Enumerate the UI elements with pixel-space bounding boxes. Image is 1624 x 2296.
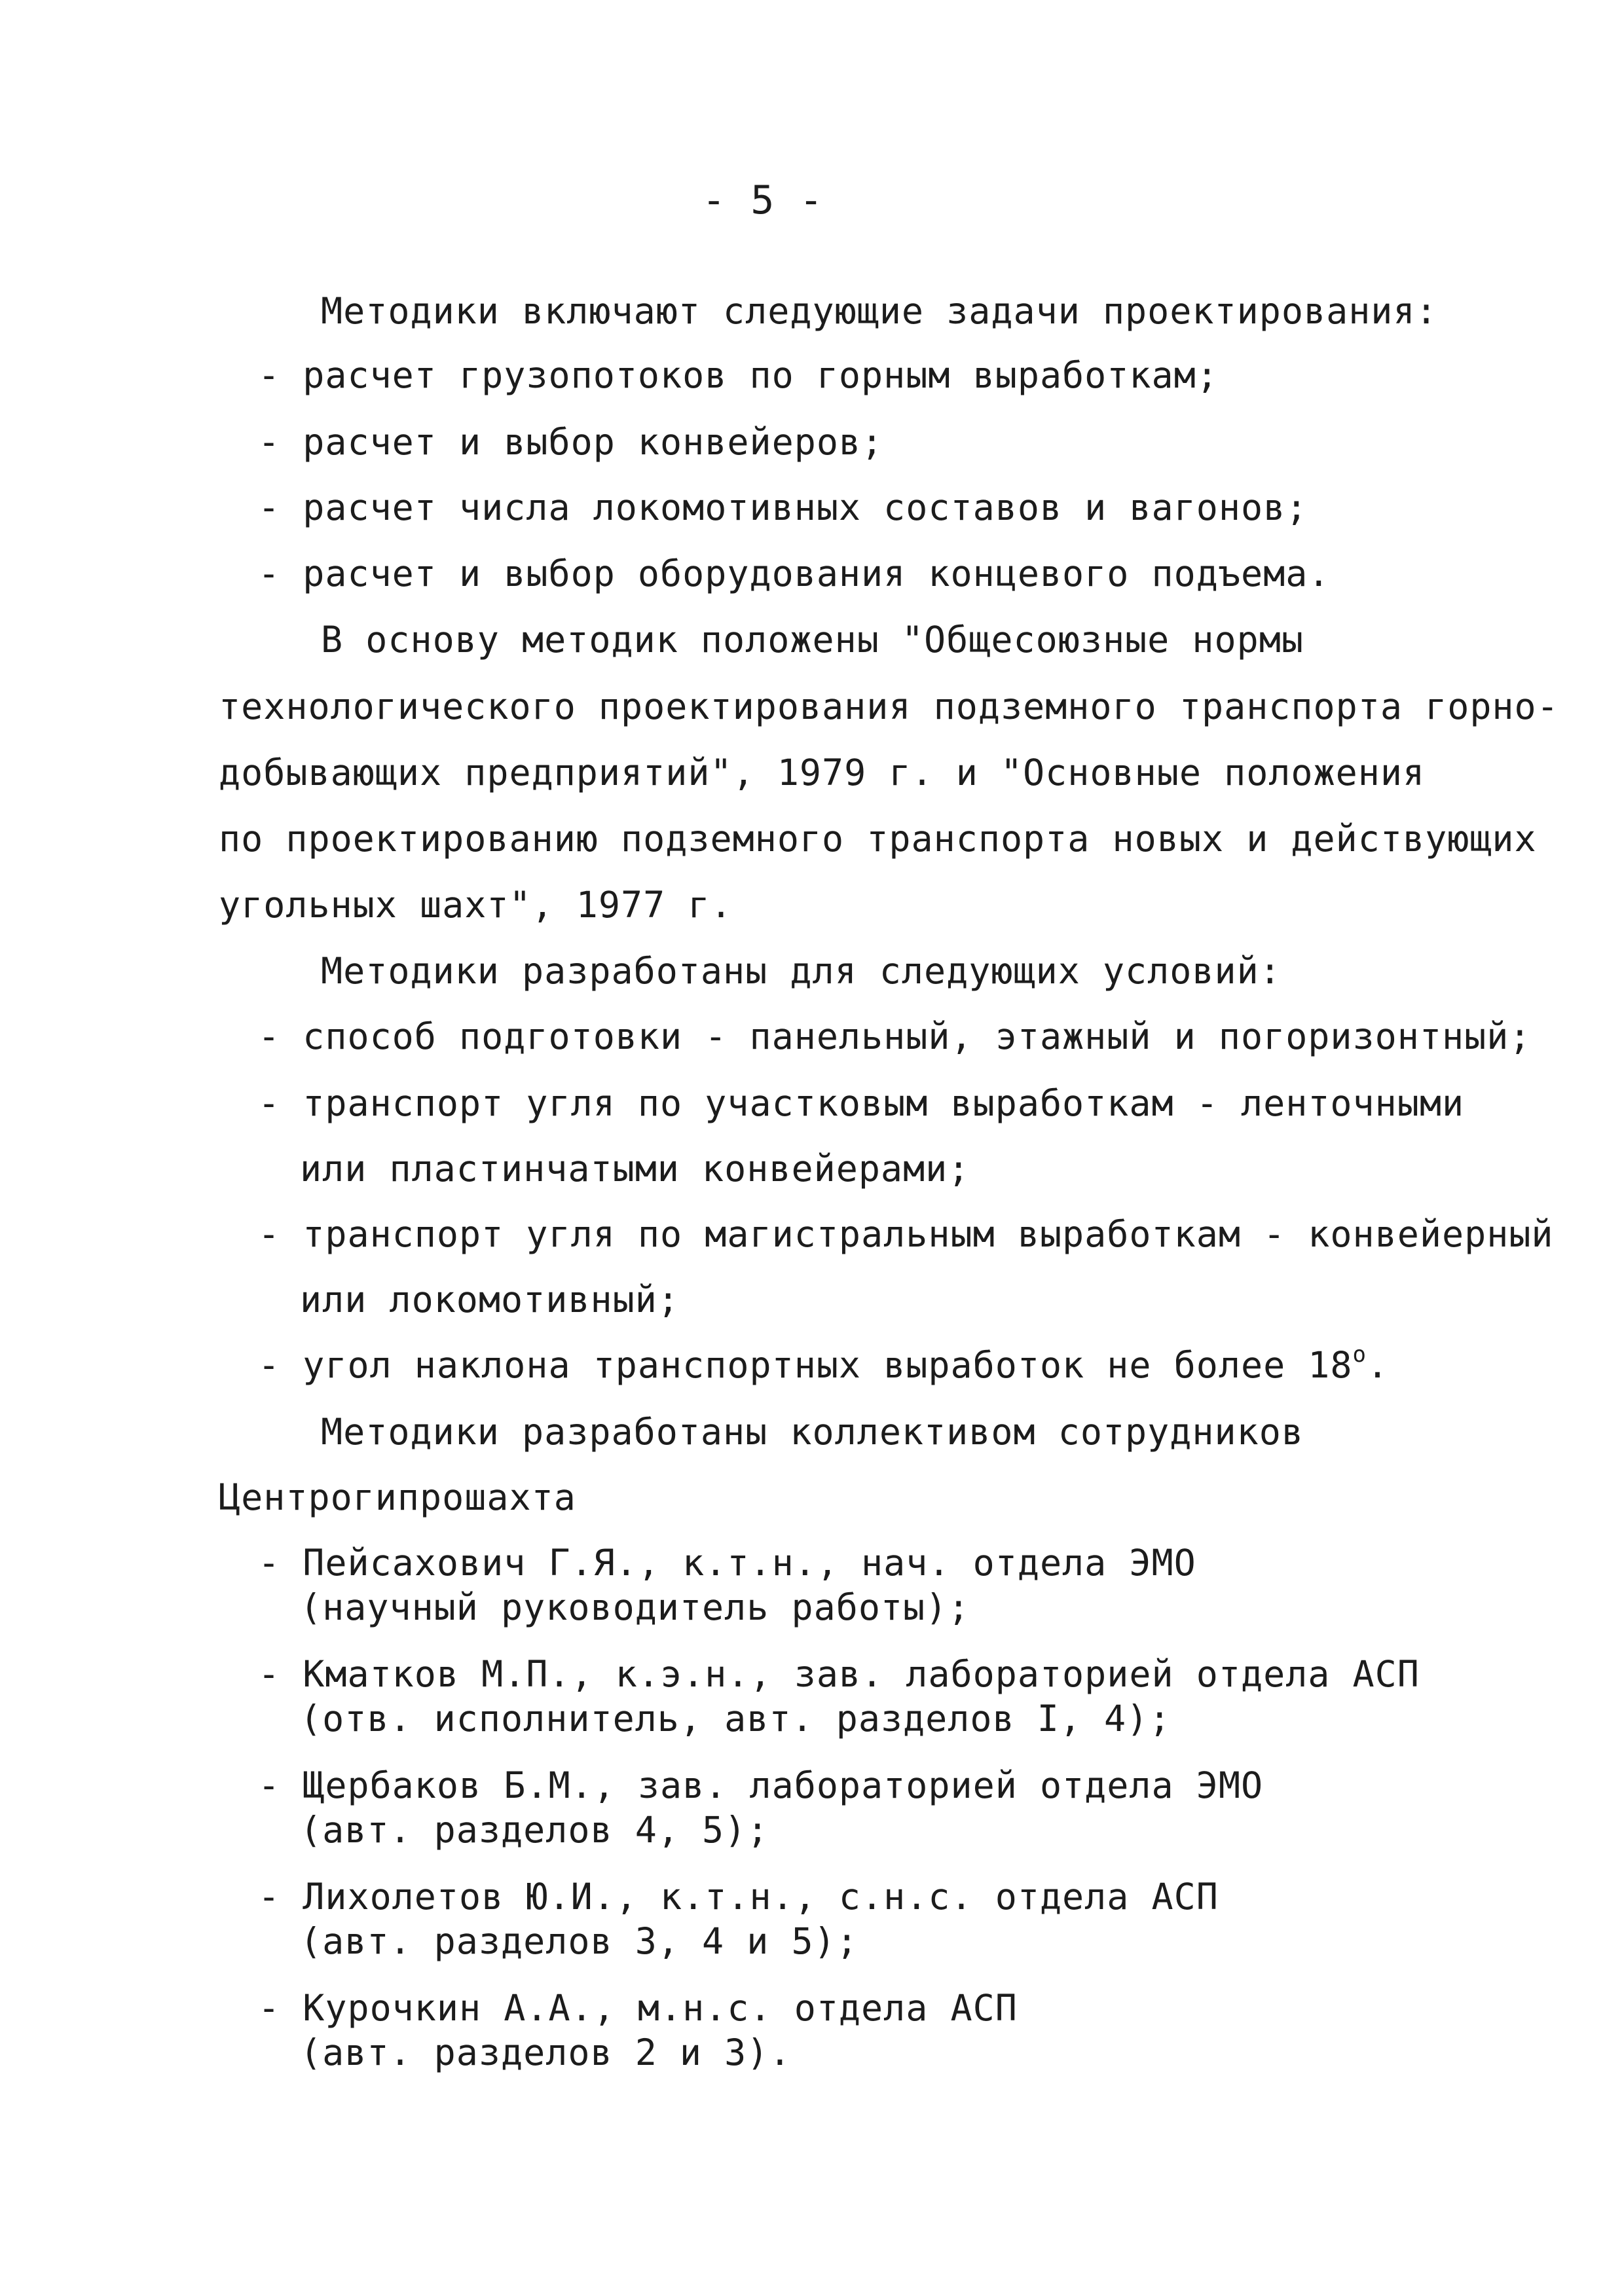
authors-intro: Центрогипрошахта <box>219 1476 576 1518</box>
task-item: - расчет и выбор конвейеров; <box>258 421 884 463</box>
basis-line: добывающих предприятий", 1979 г. и "Основные положения <box>219 752 1426 793</box>
basis-line: технологического проектирования подземного транспорта горно- <box>219 685 1559 727</box>
condition-item-continuation: или пластинчатыми конвейерами; <box>300 1148 970 1190</box>
condition-item: - транспорт угля по магистральным выработкам - конвейерный <box>258 1213 1554 1255</box>
conditions-intro: Методики разработаны для следующих условий: <box>321 950 1282 992</box>
task-item: - расчет грузопотоков по горным выработкам; <box>258 354 1219 396</box>
condition-item: - транспорт угля по участковым выработкам - ленточными <box>258 1082 1465 1124</box>
degree-mark: о <box>1352 1341 1367 1368</box>
basis-line: угольных шахт", 1977 г. <box>219 884 733 926</box>
author-entry: - Лихолетов Ю.И., к.т.н., с.н.с. отдела АСП <box>258 1876 1219 1918</box>
author-entry: - Щербаков Б.М., зав. лабораторией отдела ЭМО <box>258 1764 1264 1806</box>
author-note: (авт. разделов 3, 4 и 5); <box>300 1920 858 1962</box>
author-entry: - Курочкин А.А., м.н.с. отдела АСП <box>258 1987 1018 2029</box>
author-note: (отв. исполнитель, авт. разделов I, 4); <box>300 1698 1172 1740</box>
authors-intro: Методики разработаны коллективом сотрудников <box>321 1411 1304 1453</box>
author-note: (авт. разделов 4, 5); <box>300 1809 769 1851</box>
angle-end: . <box>1367 1344 1390 1386</box>
angle-text: - угол наклона транспортных выработок не более 18 <box>258 1344 1353 1386</box>
condition-item-continuation: или локомотивный; <box>300 1279 680 1321</box>
author-note: (научный руководитель работы); <box>300 1586 970 1628</box>
basis-line: по проектированию подземного транспорта новых и действующих <box>219 818 1537 860</box>
page-number: - 5 - <box>702 177 824 223</box>
condition-item-angle <box>258 1341 1390 1386</box>
intro-paragraph: Методики включают следующие задачи проектирования: <box>321 290 1438 332</box>
basis-line: В основу методик положены "Общесоюзные нормы <box>321 619 1304 661</box>
author-entry: - Кматков М.П., к.э.н., зав. лабораторией отдела АСП <box>258 1653 1420 1695</box>
author-note: (авт. разделов 2 и 3). <box>300 2032 792 2073</box>
author-entry: - Пейсахович Г.Я., к.т.н., нач. отдела ЭМО <box>258 1542 1196 1584</box>
task-item: - расчет и выбор оборудования концевого подъема. <box>258 553 1331 594</box>
task-item: - расчет числа локомотивных составов и вагонов; <box>258 486 1308 528</box>
condition-item: - способ подготовки - панельный, этажный и погоризонтный; <box>258 1015 1532 1057</box>
